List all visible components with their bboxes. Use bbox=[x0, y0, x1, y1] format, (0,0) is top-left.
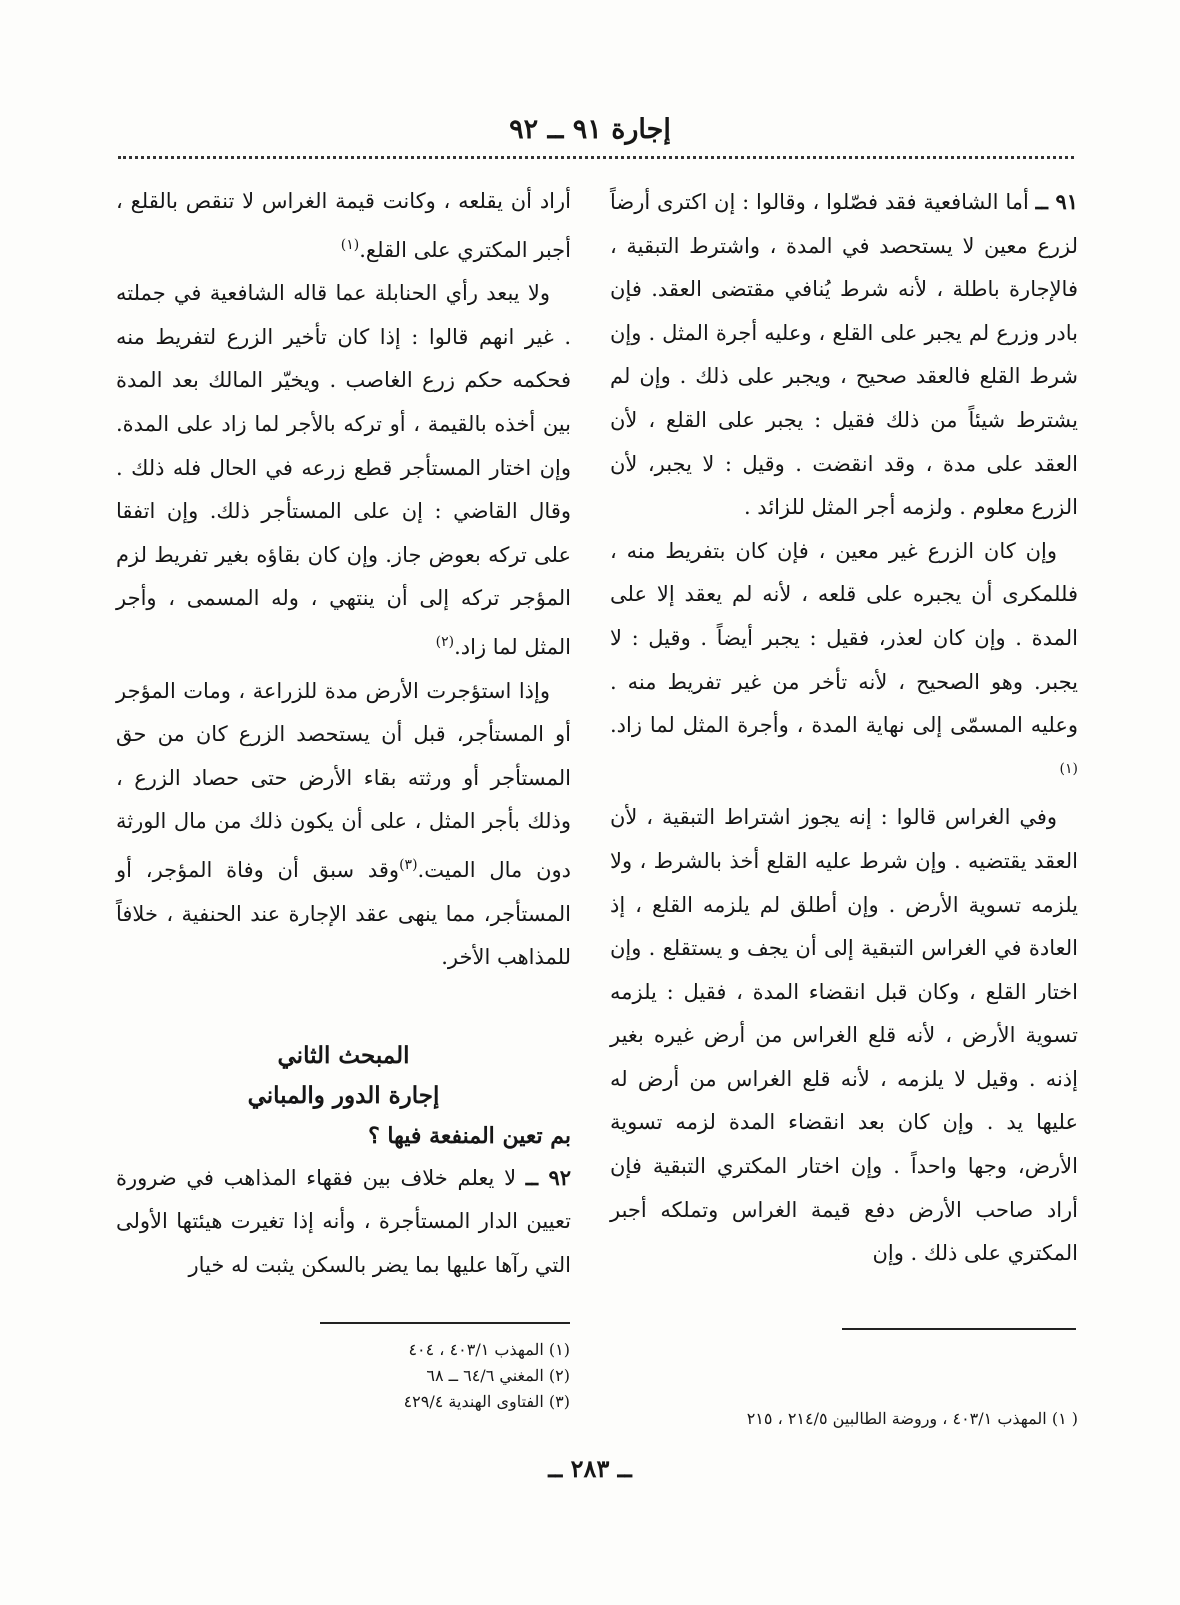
footnote: (٣) الفتاوى الهندية ٤٢٩/٤ bbox=[403, 1392, 570, 1411]
paragraph-number: ٩١ ــ bbox=[1035, 189, 1078, 214]
paragraph-92 bbox=[116, 1156, 571, 1288]
paragraph-91 bbox=[610, 180, 1078, 530]
footnote-rule-right bbox=[842, 1328, 1076, 1330]
paragraph-text: أراد أن يقلعه ، وكانت قيمة الغراس لا تنقص بالقلع ، أجبر المكتري على القلع. bbox=[116, 189, 571, 262]
paragraph-number: ٩٢ ــ bbox=[525, 1164, 571, 1190]
footnote: ( ١) المهذب ٤٠٣/١ ، وروضة الطالبين ٢١٤/٥ ، ٢١٥ bbox=[746, 1409, 1078, 1428]
paragraph-text: أما الشافعية فقد فصّلوا ، وقالوا : إن اكترى أرضاً لزرع معين لا يستحصد في المدة ، واشترط التبقية ، فالإجارة باطلة ، لأنه شرط يُنافي مقتضى العقد. فإن بادر وزرع لم يجبر على القلع ، وعليه أجرة المثل . وإن شرط القلع فالعقد صحيح ، ويجبر على ذلك . وإن لم يشترط شيئاً من ذلك فقيل : يجبر على القلع ، لأن العقد على مدة ، وقد انقضت . وقيل : لا يجبر، لأن الزرع معلوم . ولزمه أجر المثل للزائد . bbox=[610, 190, 1078, 520]
page-header-title: إجارة ٩١ ــ ٩٢ bbox=[509, 114, 671, 145]
footnotes-left bbox=[300, 1337, 570, 1415]
footnote-ref: (٣) bbox=[399, 856, 418, 873]
footnote-ref: (١) bbox=[340, 236, 360, 253]
paragraph bbox=[116, 670, 571, 980]
footnotes-right bbox=[610, 1406, 1078, 1432]
footnote: (٢) المغني ٦٤/٦ ــ ٦٨ bbox=[426, 1366, 570, 1385]
paragraph-text: لا يعلم خلاف بين فقهاء المذاهب في ضرورة تعيين الدار المستأجرة ، وأنه إذا تغيرت هيئتها الأولى التي رآها عليها بما يضر بالسكن يثبت له خيار bbox=[116, 1165, 571, 1277]
footnote: (١) المهذب ٤٠٣/١ ، ٤٠٤ bbox=[408, 1340, 570, 1359]
page-number: ــ ٢٨٣ ــ bbox=[548, 1454, 632, 1483]
section-heading: المبحث الثاني bbox=[277, 1041, 410, 1069]
header-dotted-rule bbox=[118, 156, 1074, 159]
footnote-rule-left bbox=[320, 1322, 570, 1324]
paragraph-text: وإذا استؤجرت الأرض مدة للزراعة ، ومات المؤجر أو المستأجر، قبل أن يستحصد الزرع كان من حق المستأجر أو ورثته بقاء الأرض حتى حصاد الزرع ، وذلك بأجر المثل ، على أن يكون ذلك من مال الورثة دون مال الميت. bbox=[116, 678, 571, 882]
section-title: إجارة الدور والمباني bbox=[247, 1081, 440, 1109]
paragraph bbox=[116, 272, 571, 669]
paragraph-text: وإن كان الزرع غير معين ، فإن كان بتفريط منه ، فللمكرى أن يجبره على قلعه ، لأنه لم يعقد إلا على المدة . وإن كان لعذر، فقيل : يجبر أيضاً . وقيل : لا يجبر. وهو الصحيح ، لأنه تأخر من غير تفريط منه . وعليه المسمّى إلى نهاية المدة ، وأجرة المثل لما زاد. bbox=[610, 538, 1078, 738]
paragraph-text: وقد سبق أن وفاة المؤجر، أو المستأجر، مما ينهى عقد الإجارة عند الحنفية ، خلافاً للمذاهب الأخر. bbox=[116, 857, 571, 970]
subheading: بم تعين المنفعة فيها ؟ bbox=[368, 1122, 571, 1149]
footnote-ref: (٢) bbox=[435, 633, 455, 650]
paragraph bbox=[610, 796, 1078, 1276]
paragraph bbox=[116, 180, 571, 272]
paragraph-text: ولا يبعد رأي الحنابلة عما قاله الشافعية في جملته . غير انهم قالوا : إذا كان تأخير الزرع لتفريط منه فحكمه حكم زرع الغاصب . ويخيّر المالك بعد المدة بين أخذه بالقيمة ، أو تركه بالأجر لما زاد على المدة. وإن اختار المستأجر قطع زرعه في الحال فله ذلك . وقال القاضي : إن على المستأجر ذلك. وإن اتفقا على تركه بعوض جاز. وإن كان بقاؤه بغير تفريط لزم المؤجر تركه إلى أن ينتهي ، وله المسمى ، وأجر المثل لما زاد. bbox=[116, 281, 571, 659]
left-column bbox=[116, 180, 571, 1287]
paragraph-text: وفي الغراس قالوا : إنه يجوز اشتراط التبقية ، لأن العقد يقتضيه . وإن شرط عليه القلع أخذ بالشرط ، ولا يلزمه تسوية الأرض . وإن أطلق لم يلزمه القلع ، إذ العادة في الغراس التبقية إلى أن يجف و يستقلع . وإن اختار القلع ، وكان قبل انقضاء المدة ، فقيل : يلزمه تسوية الأرض ، لأنه قلع الغراس من أرض غيره بغير إذنه . وقيل لا يلزمه ، لأنه قلع الغراس من أرض له عليها يد . وإن كان بعد انقضاء المدة لزمه تسوية الأرض، وجها واحداً . وإن اختار المكتري التبقية فإن أراد صاحب الأرض دفع قيمة الغراس وتملكه أجبر المكتري على ذلك . وإن bbox=[610, 805, 1078, 1266]
footnote-ref: (١) bbox=[1059, 760, 1078, 777]
paragraph bbox=[610, 530, 1078, 797]
right-column bbox=[610, 180, 1078, 1276]
